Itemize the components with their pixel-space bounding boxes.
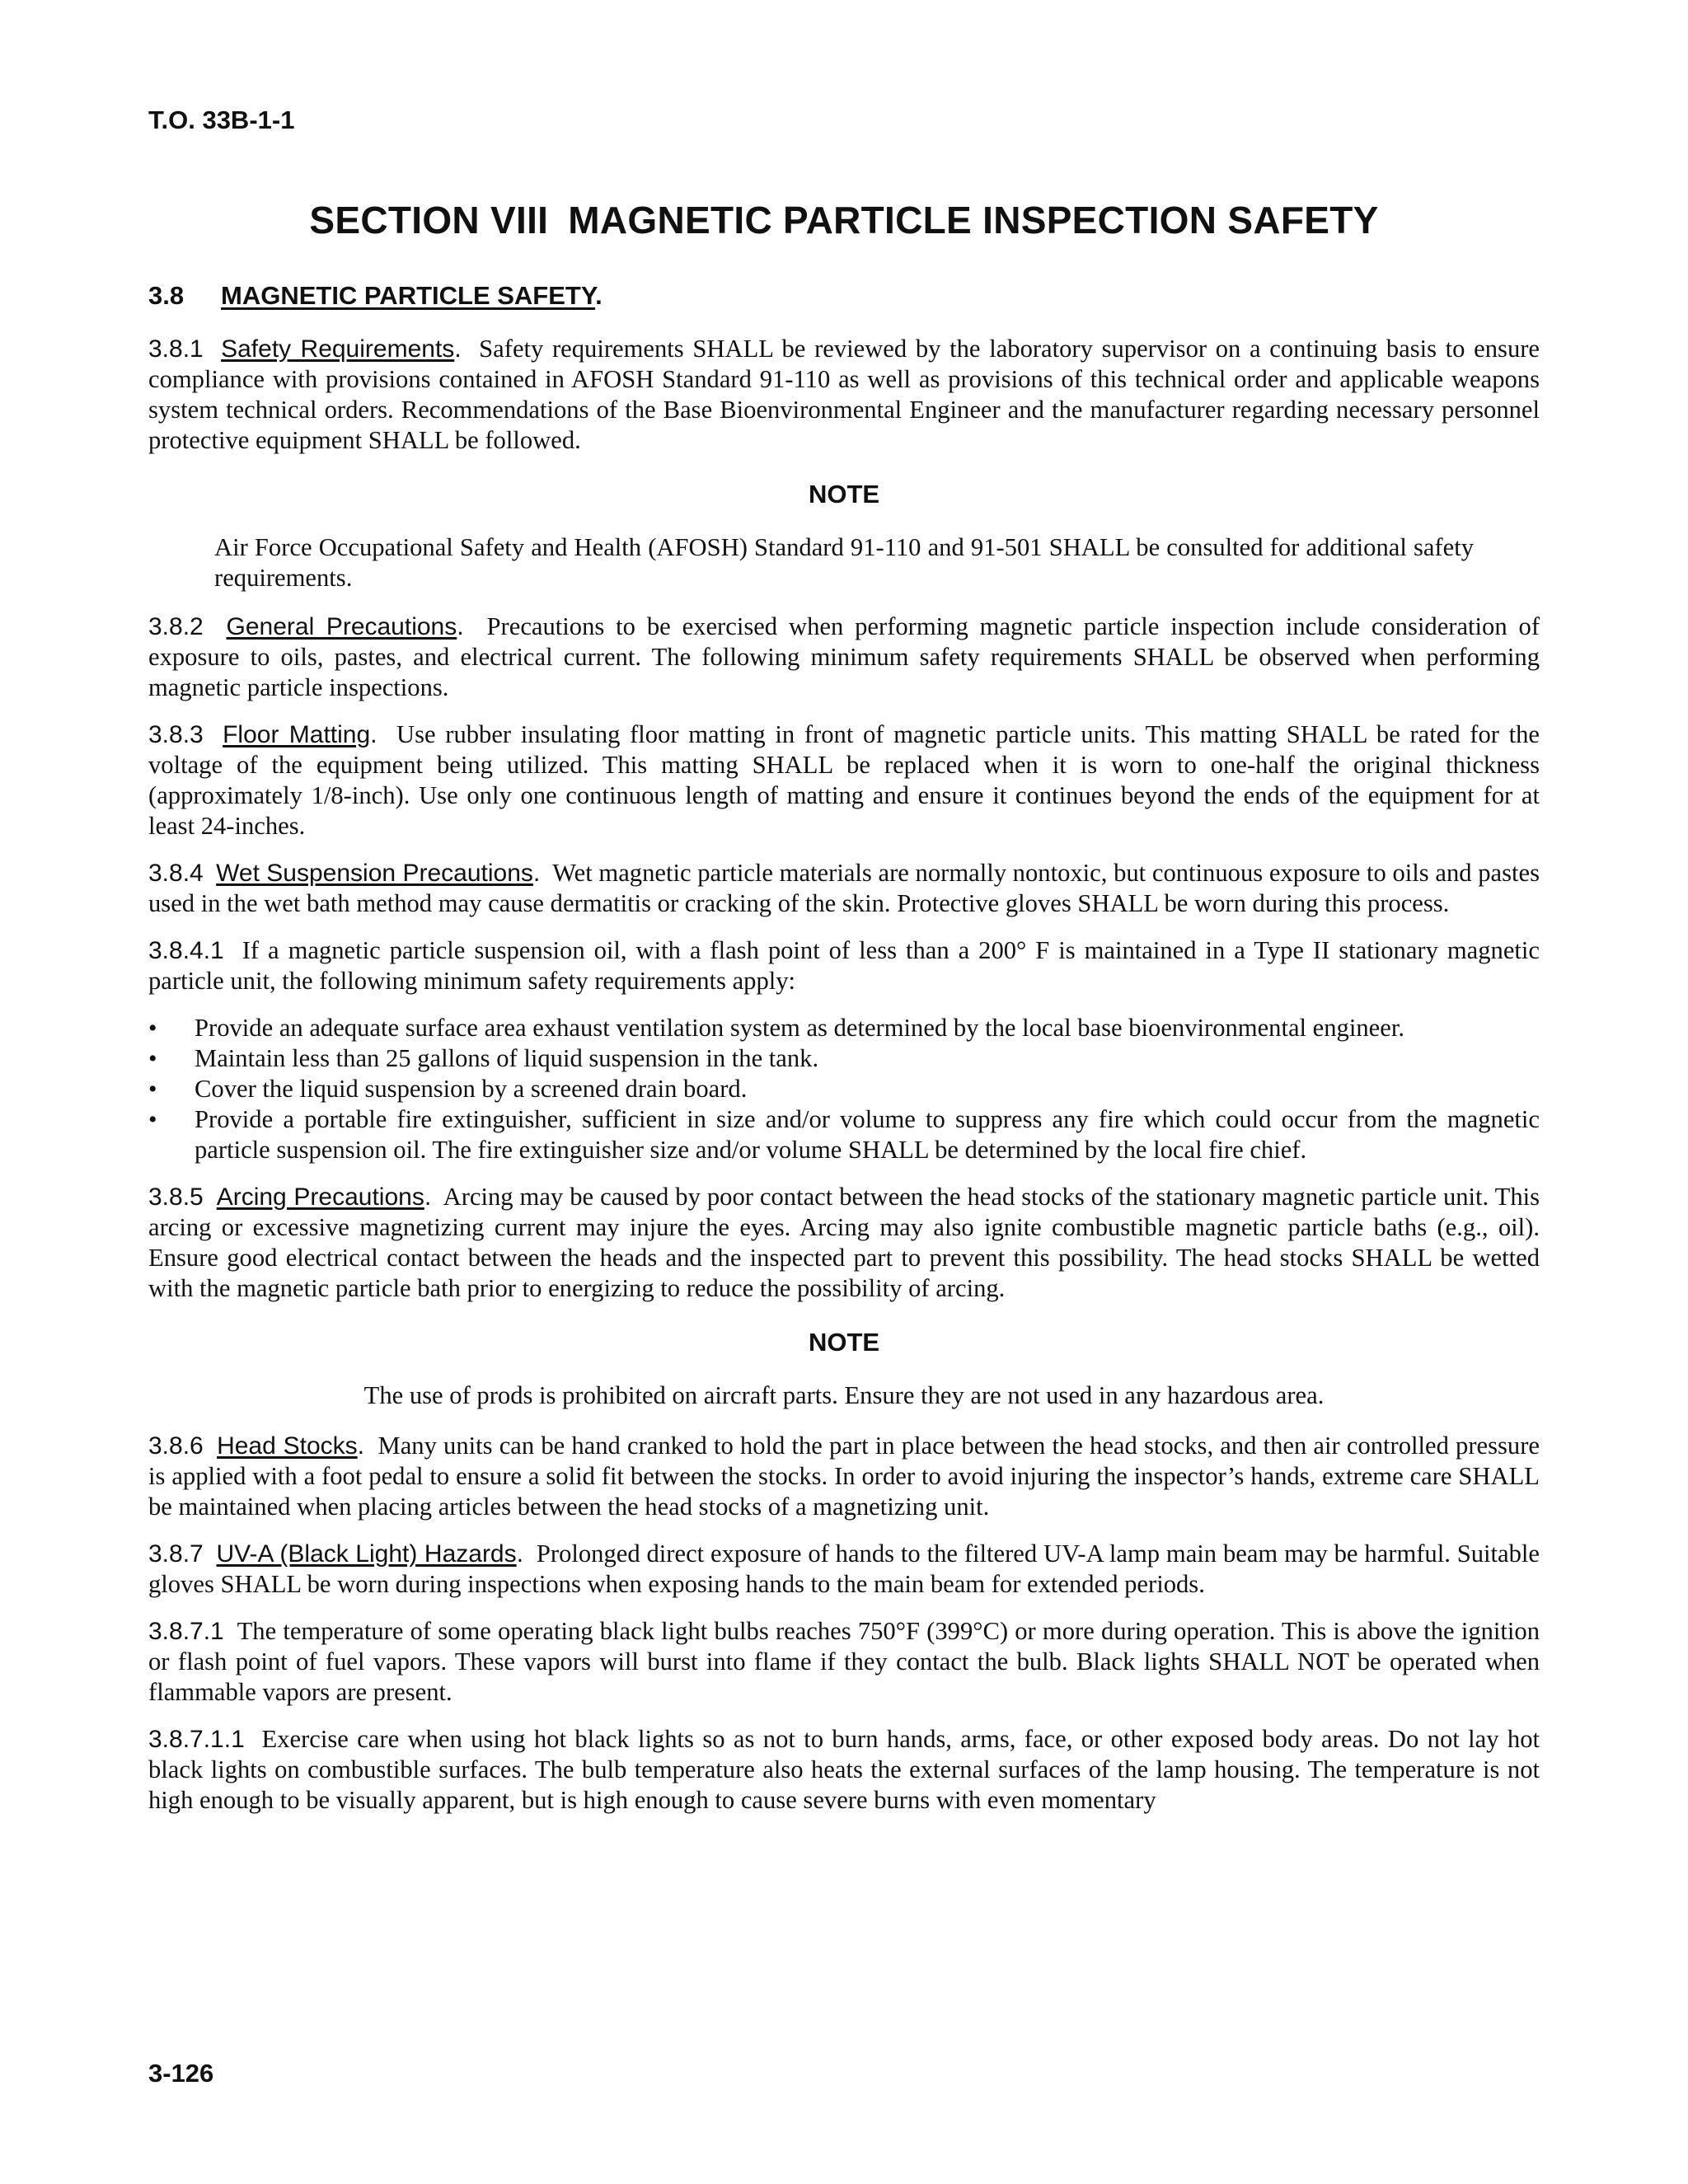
paragraph-number: 3.8.5: [148, 1183, 204, 1211]
requirements-list: [148, 1013, 1540, 1165]
paragraph-number: 3.8.4: [148, 860, 204, 887]
list-item: • Provide an adequate surface area exhaust ventilation system as determined by the local base bioenvironmental engineer.: [148, 1014, 1404, 1042]
main-heading-period: .: [595, 281, 603, 310]
paragraph-3-8-1: 3.8.1 Safety Requirements. Safety requirements SHALL be reviewed by the laboratory supervisor on a continuing basis to ensure compliance with provisions contained in AFOSH Standard 91-110 as well as provisions of this technical order and applicable weapons system technical orders. Recommendations of the Base Bioenvironmental Engineer and the manufacturer regarding necessary personnel protective equipment SHALL be followed.: [148, 335, 1540, 454]
paragraph-text: Prolonged direct exposure of hands to the filtered UV-A lamp main beam may be harmful. Suitable gloves SHALL be worn during inspections when exposing hands to the main beam for extended periods.: [148, 1540, 1540, 1598]
paragraph-3-8-3: 3.8.3 Floor Matting. Use rubber insulating floor matting in front of magnetic particle units. This matting SHALL be rated for the voltage of the equipment being utilized. This matting SHALL be replaced when it is worn to one-half the original thickness (approximately 1/8-inch). Use only one continuous length of matting and ensure it continues beyond the ends of the equipment for at least 24-inches.: [148, 720, 1540, 840]
paragraph-text: If a magnetic particle suspension oil, with a flash point of less than a 200° F is maintained in a Type II stationary magnetic particle unit, the following minimum safety requirements apply:: [148, 936, 1540, 995]
document-id-header: T.O. 33B-1-1: [148, 105, 295, 134]
section-title: [148, 198, 1540, 242]
paragraph-title: Floor Matting: [223, 721, 371, 748]
bullet-icon: •: [148, 1076, 157, 1103]
paragraph-number: 3.8.6: [148, 1432, 204, 1460]
note-heading: NOTE: [808, 1328, 880, 1357]
paragraph-number: 3.8.7.1.1: [148, 1726, 245, 1753]
paragraph-number: 3.8.7: [148, 1540, 204, 1568]
paragraph-text: Many units can be hand cranked to hold the part in place between the head stocks, and then air controlled pressure is applied with a foot pedal to ensure a solid fit between the stocks. In order to avoid injuring the inspector’s hands, extreme care SHALL be maintained when placing articles between the head stocks of a magnetizing unit.: [148, 1432, 1540, 1521]
paragraph-3-8-5: 3.8.5 Arcing Precautions. Arcing may be caused by poor contact between the head stocks of the stationary magnetic particle unit. This arcing or excessive magnetizing current may injure the eyes. Arcing may also ignite combustible magnetic particle baths (e.g., oil). Ensure good electrical contact between the heads and the inspected part to prevent this possibility. The head stocks SHALL be wetted with the magnetic particle bath prior to energizing to reduce the possibility of arcing.: [148, 1183, 1540, 1302]
document-body: [148, 280, 1540, 1832]
paragraph-3-8-7-1-1: [148, 1724, 1540, 1816]
list-item: • Cover the liquid suspension by a screened drain board.: [148, 1075, 748, 1103]
bullet-icon: •: [148, 1045, 157, 1072]
paragraph-title: General Precautions: [226, 613, 457, 640]
main-heading-number: 3.8: [148, 281, 185, 310]
section-name: MAGNETIC PARTICLE INSPECTION SAFETY: [568, 199, 1379, 241]
paragraph-3-8-2: 3.8.2 General Precautions. Precautions to be exercised when performing magnetic particle inspection include consideration of exposure to oils, pastes, and electrical current. The following minimum safety requirements SHALL be observed when performing magnetic particle inspections.: [148, 612, 1540, 701]
paragraph-number: 3.8.2: [148, 613, 204, 640]
paragraph-number: 3.8.1: [148, 335, 204, 363]
paragraph-text: Arcing may be caused by poor contact between the head stocks of the stationary magnetic particle unit. This arcing or excessive magnetizing current may injure the eyes. Arcing may also ignite combustible magnetic particle baths (e.g., oil). Ensure good electrical contact between the heads and the inspected part to prevent this possibility. The head stocks SHALL be wetted with the magnetic particle bath prior to energizing to reduce the possibility of arcing.: [148, 1183, 1540, 1302]
paragraph-title: Safety Requirements: [221, 335, 455, 363]
paragraph-text: Use rubber insulating floor matting in front of magnetic particle units. This matting SHALL be rated for the voltage of the equipment being utilized. This matting SHALL be replaced when it is worn to one-half the original thickness (approximately 1/8-inch). Use only one continuous length of matting and ensure it continues beyond the ends of the equipment for at least 24-inches.: [148, 720, 1540, 840]
page-number: 3-126: [148, 2059, 214, 2088]
section-label: SECTION VIII: [309, 199, 549, 241]
bullet-icon: •: [148, 1015, 157, 1042]
paragraph-number: 3.8.7.1: [148, 1618, 224, 1645]
paragraph-3-8-7-1: [148, 1616, 1540, 1708]
paragraph-number: 3.8.3: [148, 721, 204, 748]
note-text: The use of prods is prohibited on aircraft parts. Ensure they are not used in any hazardous area.: [363, 1381, 1325, 1409]
main-heading: [148, 280, 1540, 311]
paragraph-text: Safety requirements SHALL be reviewed by the laboratory supervisor on a continuing basis to ensure compliance with provisions contained in AFOSH Standard 91-110 as well as provisions of this technical order and applicable weapons system technical orders. Recommendations of the Base Bioenvironmental Engineer and the manufacturer regarding necessary personnel protective equipment SHALL be followed.: [148, 335, 1540, 454]
paragraph-3-8-6: 3.8.6 Head Stocks. Many units can be hand cranked to hold the part in place between the head stocks, and then air controlled pressure is applied with a foot pedal to ensure a solid fit between the stocks. In order to avoid injuring the inspector’s hands, extreme care SHALL be maintained when placing articles between the head stocks of a magnetizing unit.: [148, 1432, 1540, 1521]
list-item: • Provide a portable fire extinguisher, sufficient in size and/or volume to suppress any fire which could occur from the magnetic particle suspension oil. The fire extinguisher size and/or volume SHALL be determined by the local fire chief.: [148, 1105, 1540, 1164]
paragraph-text: Exercise care when using hot black lights so as not to burn hands, arms, face, or other exposed body areas. Do not lay hot black lights on combustible surfaces. The bulb temperature also heats the external surfaces of the lamp housing. The temperature is not high enough to be visually apparent, but is high enough to cause severe burns with even momentary: [148, 1725, 1540, 1814]
note-heading: NOTE: [808, 480, 880, 509]
list-item: • Maintain less than 25 gallons of liquid suspension in the tank.: [148, 1044, 819, 1072]
paragraph-text: The temperature of some operating black light bulbs reaches 750°F (399°C) or more during operation. This is above the ignition or flash point of fuel vapors. These vapors will burst into flame if they contact the bulb. Black lights SHALL NOT be operated when flammable vapors are present.: [148, 1617, 1540, 1706]
paragraph-title: Arcing Precautions: [216, 1183, 424, 1211]
bullet-icon: •: [148, 1106, 157, 1133]
paragraph-3-8-4-1: [148, 935, 1540, 996]
paragraph-text: Precautions to be exercised when performing magnetic particle inspection include consideration of exposure to oils, pastes, and electrical current. The following minimum safety requirements SHALL be observed when performing magnetic particle inspections.: [148, 612, 1540, 701]
paragraph-text: Wet magnetic particle materials are normally nontoxic, but continuous exposure to oils and pastes used in the wet bath method may cause dermatitis or cracking of the skin. Protective gloves SHALL be worn during this process.: [148, 859, 1540, 917]
main-heading-title: MAGNETIC PARTICLE SAFETY: [221, 281, 596, 310]
paragraph-3-8-7: 3.8.7 UV-A (Black Light) Hazards. Prolonged direct exposure of hands to the filtered UV-A lamp main beam may be harmful. Suitable gloves SHALL be worn during inspections when exposing hands to the main beam for extended periods.: [148, 1540, 1540, 1598]
paragraph-title: Wet Suspension Precautions: [216, 860, 533, 887]
paragraph-title: Head Stocks: [217, 1432, 358, 1460]
paragraph-3-8-4: 3.8.4 Wet Suspension Precautions. Wet magnetic particle materials are normally nontoxic, but continuous exposure to oils and pastes used in the wet bath method may cause dermatitis or cracking of the skin. Protective gloves SHALL be worn during this process.: [148, 859, 1540, 917]
paragraph-title: UV-A (Black Light) Hazards: [216, 1540, 517, 1568]
note-text: Air Force Occupational Safety and Health (AFOSH) Standard 91-110 and 91-501 SHALL be consulted for additional safety requirements.: [214, 533, 1474, 592]
paragraph-number: 3.8.4.1: [148, 937, 224, 964]
